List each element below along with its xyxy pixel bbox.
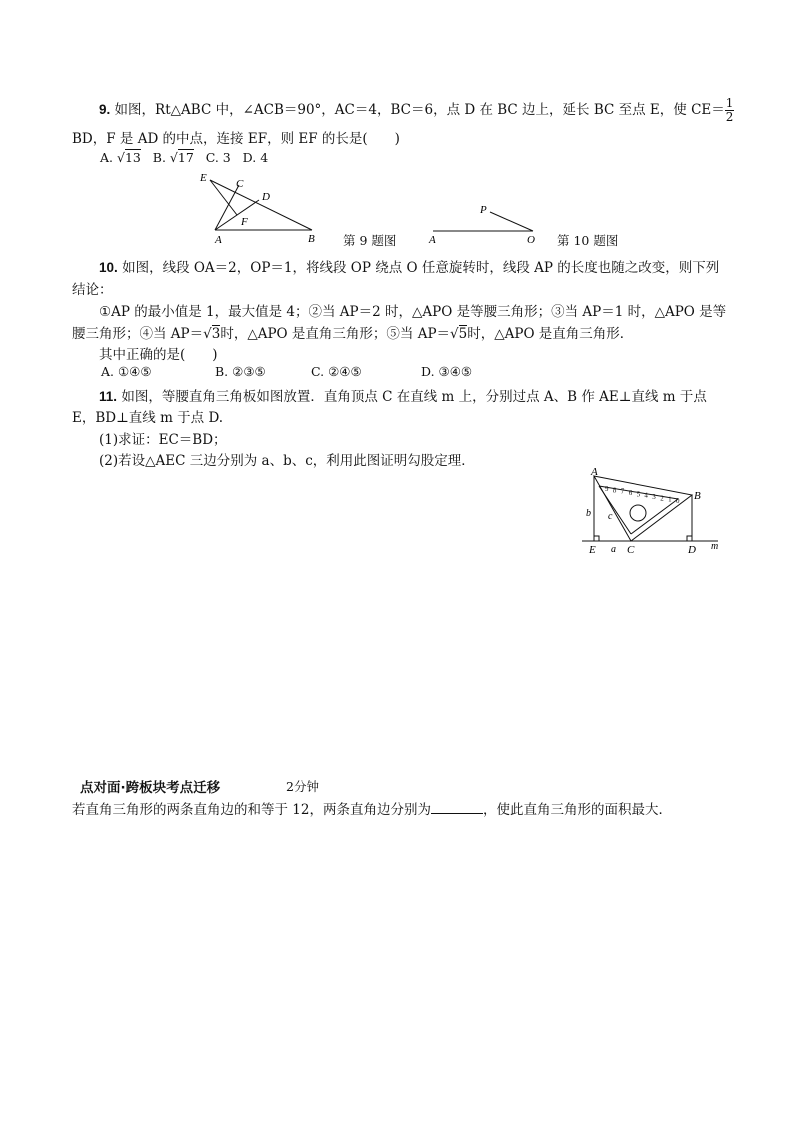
q10-line4-c: 时，△APO 是直角三角形． xyxy=(467,326,634,342)
section-question-b: ，使此直角三角形的面积最大． xyxy=(482,802,672,818)
q9-segment-ef xyxy=(210,180,237,215)
q9-label-c: C xyxy=(236,178,244,190)
q10-line4-radicand2: 5 xyxy=(458,326,468,342)
q9-option-a-radicand: 13 xyxy=(124,150,141,165)
q11-text-line1: 如图，等腰直角三角板如图放置．直角顶点 C 在直线 m 上，分别过点 A、B 作 AE⊥直线 m 于点 xyxy=(117,389,707,405)
q10-option-a: A. ①④⑤ xyxy=(101,364,152,379)
q10-options xyxy=(101,364,472,379)
q10-label-a: A xyxy=(429,234,436,246)
q9-figure-caption: 第 9 题图 xyxy=(343,233,397,248)
section-time: 2分钟 xyxy=(286,779,319,794)
q11-figure xyxy=(578,466,728,558)
q10-label-o: O xyxy=(527,234,535,246)
q11-ruler-digit: 5 xyxy=(636,490,641,499)
q11-right-angle-d xyxy=(687,536,692,541)
q10-option-d: D. ③④⑤ xyxy=(421,364,473,379)
q10-text-line1: 如图，线段 OA＝2，OP＝1，将线段 OP 绕点 O 任意旋转时，线段 AP 的长度也随之改变，则下列 xyxy=(117,260,720,276)
q9-text-line1: 如图，Rt△ABC 中，∠ACB＝90°，AC＝4，BC＝6，点 D 在 BC 边上，延长 BC 至点 E，使 CE＝ xyxy=(110,102,725,118)
q10-option-b: B. ②③⑤ xyxy=(215,364,266,379)
q10-line4-a: 腰三角形；④当 AP＝ xyxy=(72,326,204,342)
q10-line4-b: 时，△APO 是直角三角形；⑤当 AP＝ xyxy=(220,326,451,342)
section-question xyxy=(72,798,672,818)
q11-triangle-inner-leg2 xyxy=(631,499,678,534)
q11-ruler-digit: 4 xyxy=(644,491,648,500)
q11-number: 11. xyxy=(99,389,118,404)
q10-line3: ①AP 的最小值是 1，最大值是 4；②当 AP＝2 时，△APO 是等腰三角形；③当 AP＝1 时，△APO 是等 xyxy=(99,304,727,320)
q9-option-d: D. 4 xyxy=(242,150,269,165)
q11-ruler-digit: 0 xyxy=(676,497,680,505)
q9-options xyxy=(100,150,268,165)
q11-ruler-digit: 1 xyxy=(668,495,672,504)
q10-line5: 其中正确的是( ) xyxy=(99,347,218,363)
q11-label-a: A xyxy=(591,466,598,478)
q11-label-side-a: a xyxy=(611,544,616,555)
q11-label-c: C xyxy=(627,544,635,556)
q11-label-side-b: b xyxy=(586,508,591,519)
q11-label-m: m xyxy=(711,541,719,552)
q10-line4: 腰三角形；④当 AP＝√3时，△APO 是直角三角形；⑤当 AP＝√5时，△APO 是直角三角形． xyxy=(72,326,634,342)
q11-right-angle-e xyxy=(594,536,599,541)
q9-frac-num: 1 xyxy=(725,96,734,110)
q9-label-f: F xyxy=(241,216,248,228)
q9-frac-den: 2 xyxy=(725,110,734,124)
answer-blank[interactable] xyxy=(431,801,483,814)
q11-ruler-digit: 8 xyxy=(612,486,617,495)
q11-triangle-hole xyxy=(630,505,646,521)
q11-ruler-digit: 7 xyxy=(620,487,625,496)
q10-number: 10. xyxy=(99,260,118,275)
q10-line2: 结论： xyxy=(72,282,113,298)
q9-number: 9. xyxy=(99,102,111,117)
q9-label-d: D xyxy=(262,191,270,203)
q9-label-a: A xyxy=(215,234,222,246)
q11-line1 xyxy=(99,385,707,405)
q11-label-d: D xyxy=(688,544,696,556)
q11-part1: (1)求证：EC＝BD； xyxy=(99,432,227,448)
q10-label-p: P xyxy=(480,204,487,216)
q11-label-b: B xyxy=(694,490,701,502)
q11-label-e: E xyxy=(589,544,596,556)
q11-ruler-digit: 6 xyxy=(628,489,633,497)
q11-label-side-c: c xyxy=(608,511,613,522)
q9-label-e: E xyxy=(200,172,207,184)
q10-line1 xyxy=(99,256,719,276)
q9-label-b: B xyxy=(308,233,315,245)
q11-ruler-digit: 2 xyxy=(660,494,664,503)
q10-figure-caption: 第 10 题图 xyxy=(557,233,619,248)
q11-ruler-digit: 3 xyxy=(652,493,656,501)
q10-figure xyxy=(425,198,545,246)
q9-figure xyxy=(195,168,325,246)
q9-option-b-prefix: B. xyxy=(152,150,170,165)
q9-option-b-radicand: 17 xyxy=(177,150,194,165)
q11-part2: (2)若设△AEC 三边分别为 a、b、c，利用此图证明勾股定理． xyxy=(99,453,475,469)
q9-option-b: B. √17 xyxy=(152,150,194,165)
q11-line2: E，BD⊥直线 m 于点 D. xyxy=(72,410,224,426)
q11-ruler-digit: 9 xyxy=(605,485,609,493)
section-question-a: 若直角三角形的两条直角边的和等于 12，两条直角边分别为 xyxy=(72,802,431,818)
q10-option-c: C. ②④⑤ xyxy=(311,364,362,379)
q10-line4-radicand1: 3 xyxy=(211,326,221,342)
q9-option-a-prefix: A. xyxy=(100,150,117,165)
q9-line1 xyxy=(99,97,734,124)
q9-option-a: A. √13 xyxy=(100,150,141,165)
section-title: 点对面·跨板块考点迁移 xyxy=(80,780,221,796)
q9-fraction xyxy=(725,97,735,124)
q10-segment-po xyxy=(490,212,533,231)
q9-line2: BD，F 是 AD 的中点，连接 EF，则 EF 的长是( ) xyxy=(72,131,400,147)
q9-option-c: C. 3 xyxy=(205,150,231,165)
q11-triangle-abc xyxy=(594,476,692,541)
